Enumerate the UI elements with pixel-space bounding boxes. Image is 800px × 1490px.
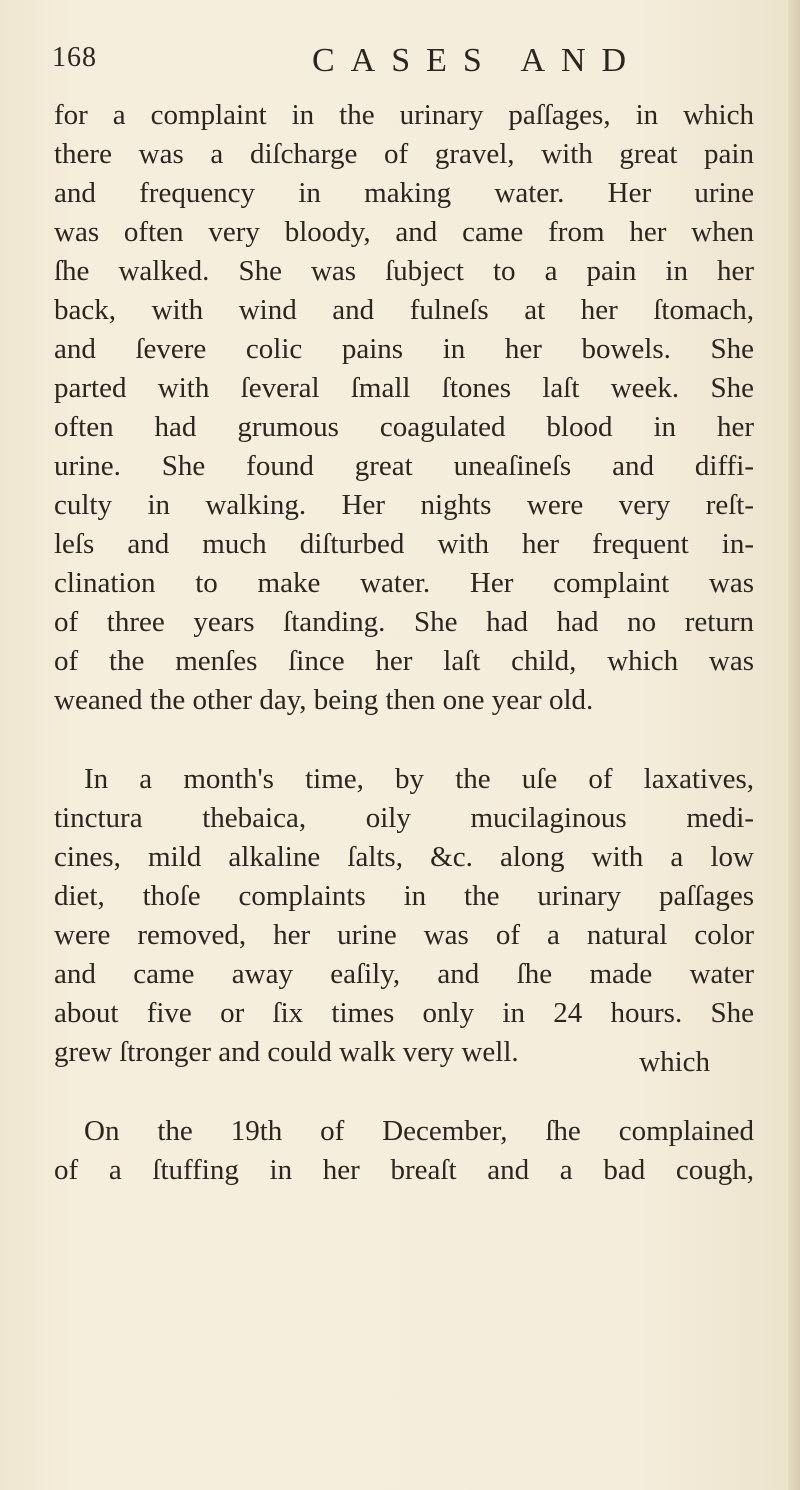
catchword: which (639, 1046, 710, 1078)
text-line: clination to make water. Her complaint was (54, 567, 754, 599)
paragraph-gap (54, 720, 754, 760)
text-line: grew ſtronger and could walk very well. (54, 1036, 519, 1068)
text-line: In a month's time, by the uſe of laxatives, (84, 763, 754, 795)
text-line: and ſevere colic pains in her bowels. She (54, 333, 754, 365)
page-edge (788, 0, 800, 1490)
text-line: diet, thoſe complaints in the urinary paſſages (54, 880, 754, 912)
text-line: was often very bloody, and came from her when (54, 216, 754, 248)
text-line: of three years ſtanding. She had had no return (54, 606, 754, 638)
text-line: weaned the other day, being then one year old. (54, 684, 594, 716)
text-line: and frequency in making water. Her urine (54, 177, 754, 209)
paragraph (54, 760, 754, 1072)
text-line: culty in walking. Her nights were very reſt- (54, 489, 754, 521)
running-head: CASES AND (312, 42, 643, 79)
text-line: leſs and much diſturbed with her frequent in- (54, 528, 754, 560)
text-line: were removed, her urine was of a natural color (54, 919, 754, 951)
text-line: parted with ſeveral ſmall ſtones laſt week. She (54, 372, 754, 404)
paragraph (54, 1112, 754, 1190)
text-line: for a complaint in the urinary paſſages, in which (54, 99, 754, 131)
page-header (52, 42, 752, 86)
paragraph (54, 96, 754, 720)
page-number: 168 (52, 42, 97, 73)
text-line: On the 19th of December, ſhe complained (84, 1115, 754, 1147)
text-line: about five or ſix times only in 24 hours. She (54, 997, 754, 1029)
text-line: cines, mild alkaline ſalts, &c. along with a low (54, 841, 754, 873)
text-line: of a ſtuffing in her breaſt and a bad cough, (54, 1154, 754, 1186)
text-line: and came away eaſily, and ſhe made water (54, 958, 754, 990)
text-line: ſhe walked. She was ſubject to a pain in her (54, 255, 754, 287)
text-line: urine. She found great uneaſineſs and diffi- (54, 450, 754, 482)
text-line: often had grumous coagulated blood in her (54, 411, 754, 443)
text-line: there was a diſcharge of gravel, with great pain (54, 138, 754, 170)
body-text (54, 96, 754, 1190)
text-line: back, with wind and fulneſs at her ſtomach, (54, 294, 754, 326)
text-line: tinctura thebaica, oily mucilaginous medi- (54, 802, 754, 834)
text-line: of the menſes ſince her laſt child, which was (54, 645, 754, 677)
